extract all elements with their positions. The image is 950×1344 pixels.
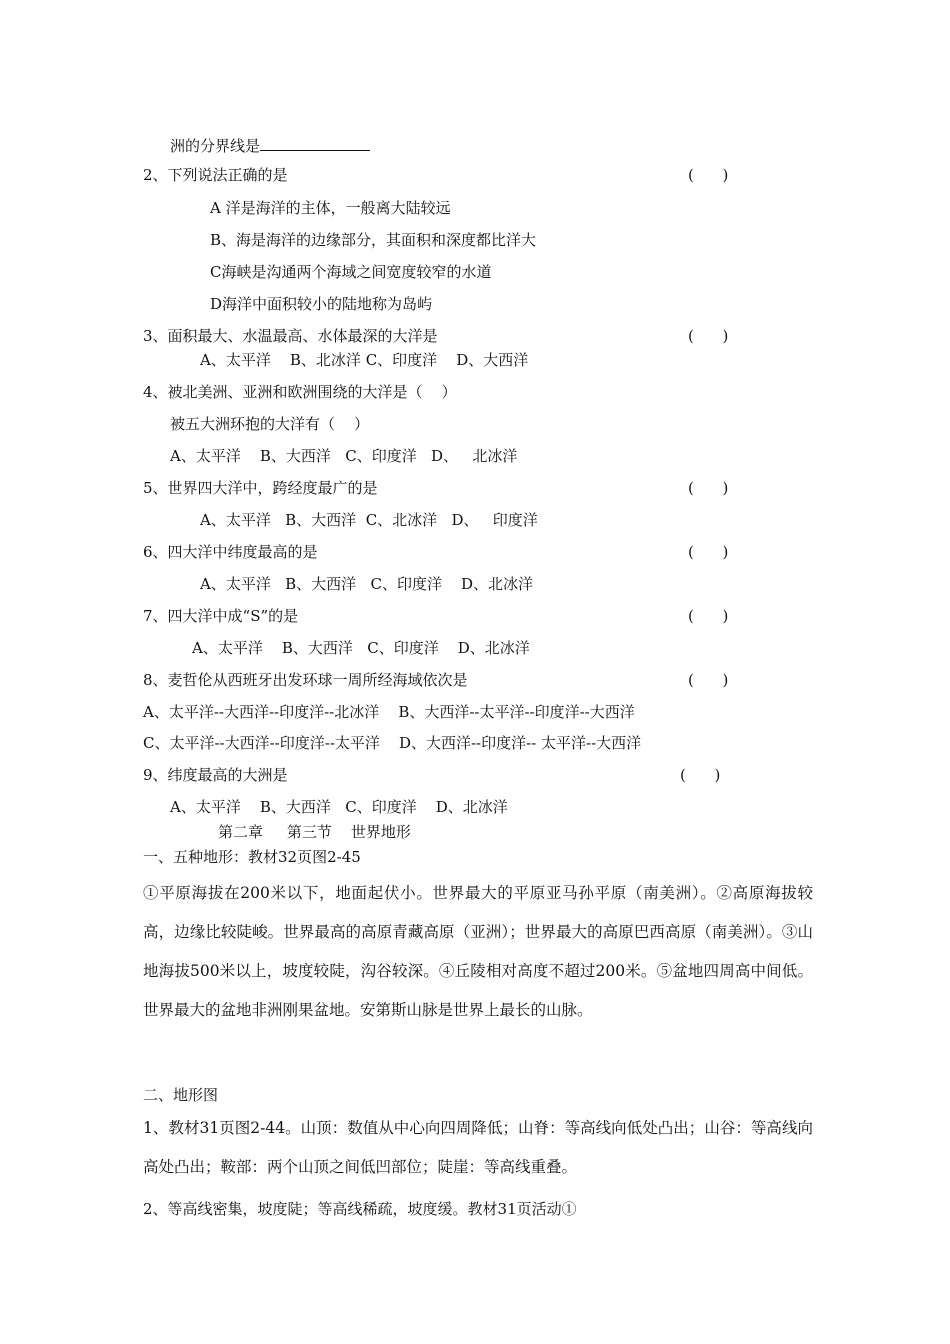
q9-options: A、太平洋 B、大西洋 C、印度洋 D、北冰洋 — [170, 798, 508, 816]
q5-options: A、太平洋 B、大西洋 C、北冰洋 D、 印度洋 — [200, 511, 538, 529]
answer-bracket-q7[interactable]: ( ) — [688, 607, 729, 625]
q2-option-d: D海洋中面积较小的陆地称为岛屿 — [210, 295, 433, 313]
section-2-heading: 二、地形图 — [143, 1086, 219, 1104]
section-1-heading: 一、五种地形：教材32页图2-45 — [143, 848, 361, 866]
question-7: 7、四大洋中成“S”的是 — [143, 607, 299, 625]
q2-option-c: C海峡是沟通两个海域之间宽度较窄的水道 — [210, 263, 492, 281]
q3-options: A、太平洋 B、北冰洋 C、印度洋 D、大西洋 — [200, 351, 529, 369]
q2-option-b: B、海是海洋的边缘部分，其面积和深度都比洋大 — [210, 231, 537, 249]
contour-slope-note: 2、等高线密集，坡度陡；等高线稀疏，坡度缓。教材31页活动① — [143, 1200, 577, 1218]
question-4: 4、被北美洲、亚洲和欧洲围绕的大洋是（ ） — [143, 383, 457, 401]
answer-bracket-q3[interactable]: ( ) — [688, 327, 729, 345]
answer-bracket-q8[interactable]: ( ) — [688, 671, 729, 689]
answer-blank[interactable] — [260, 134, 370, 151]
question-9: 9、纬度最高的大洲是 — [143, 766, 288, 784]
q6-options: A、太平洋 B、大西洋 C、印度洋 D、北冰洋 — [200, 575, 534, 593]
q2-option-a: A 洋是海洋的主体，一般离大陆较远 — [210, 199, 451, 217]
answer-bracket-q9[interactable]: ( ) — [680, 766, 721, 784]
contour-paragraph: 1、教材31页图2-44。山顶：数值从中心向四周降低；山脊：等高线向低处凸出；山谷：等高线向高处凸出；鞍部：两个山顶之间低凹部位；陡崖：等高线重叠。 — [143, 1119, 813, 1176]
question-8: 8、麦哲伦从西班牙出发环球一周所经海域依次是 — [143, 671, 468, 689]
q4-options: A、太平洋 B、大西洋 C、印度洋 D、 北冰洋 — [170, 447, 518, 465]
question-6: 6、四大洋中纬度最高的是 — [143, 543, 318, 561]
question-5: 5、世界四大洋中，跨经度最广的是 — [143, 479, 378, 497]
answer-bracket-q5[interactable]: ( ) — [688, 479, 729, 497]
q7-options: A、太平洋 B、大西洋 C、印度洋 D、北冰洋 — [192, 639, 530, 657]
question-4b: 被五大洲环抱的大洋有（ ） — [170, 415, 370, 433]
q8-options-cd: C、太平洋--大西洋--印度洋--太平洋 D、大西洋--印度洋-- 太平洋--大西洋 — [143, 734, 642, 752]
answer-bracket-q2[interactable]: ( ) — [688, 166, 729, 184]
chapter-heading: 第二章 第三节 世界地形 — [218, 823, 411, 841]
landform-paragraph: ①平原海拔在200米以下，地面起伏小。世界最大的平原亚马孙平原（南美洲）。②高原海拔较高，边缘比较陡峻。世界最高的高原青藏高原（亚洲）；世界最大的高原巴西高原（南美洲）。③山地海拔500米以上，坡度较陡，沟谷较深。④丘陵相对高度不超过200米。⑤盆地四周高中间低。世界最大的盆地非洲刚果盆地。安第斯山脉是世界上最长的山脉。 — [143, 884, 813, 1019]
question-1-continuation: 洲的分界线是 — [170, 134, 370, 156]
question-2: 2、下列说法正确的是 — [143, 166, 288, 184]
question-3: 3、面积最大、水温最高、水体最深的大洋是 — [143, 327, 438, 345]
answer-bracket-q6[interactable]: ( ) — [688, 543, 729, 561]
q8-options-ab: A、太平洋--大西洋--印度洋--北冰洋 B、大西洋--太平洋--印度洋--大西洋 — [143, 703, 635, 721]
